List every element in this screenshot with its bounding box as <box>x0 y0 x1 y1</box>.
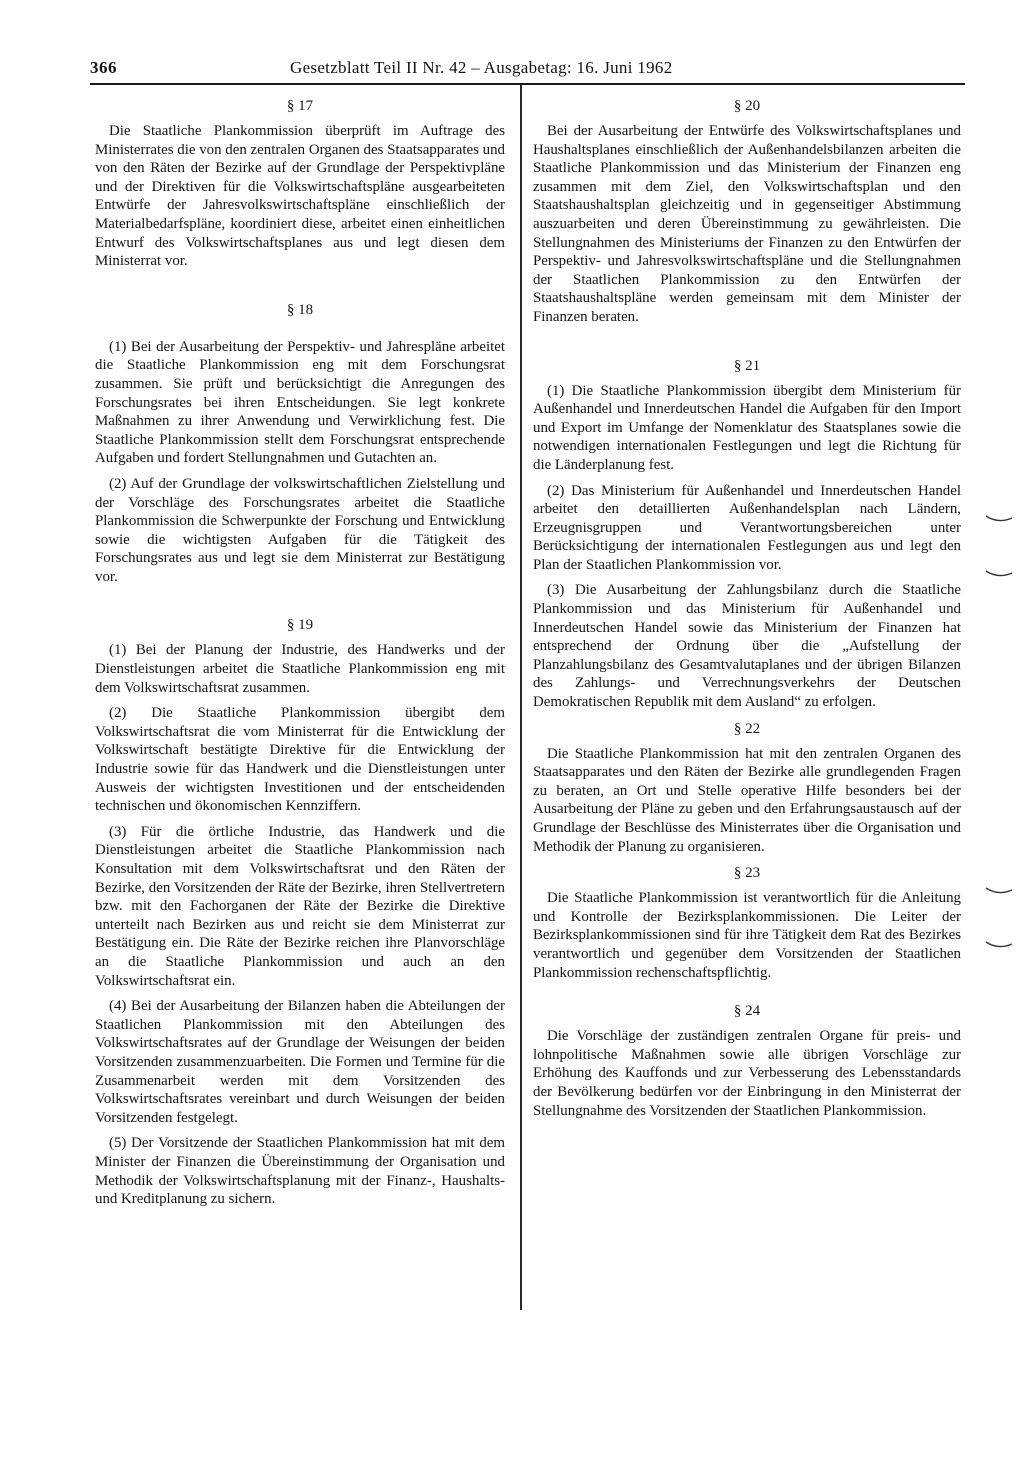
spacer <box>95 278 505 300</box>
spacer <box>533 989 961 1001</box>
spacer <box>533 334 961 356</box>
header-rule <box>90 83 965 85</box>
section-heading-24: § 24 <box>733 1003 761 1020</box>
section-heading-21: § 21 <box>733 357 761 374</box>
section-19-paragraph-1: (1) Bei der Planung der Industrie, des Handwerks und der Dienstleistungen arbeitet die Staatliche Plankommission eng mit dem Volkswirtschaftsrat zusammen. <box>95 642 505 696</box>
spacer <box>95 593 505 615</box>
margin-mark <box>984 886 1014 896</box>
section-heading-20: § 20 <box>733 98 761 114</box>
spacer <box>95 326 505 338</box>
section-21-paragraph-2: (2) Das Ministerium für Außenhandel und Innerdeutschen Handel arbeitet den detaillierten Außenhandelsplan nach Ländern, Erzeugnisgruppen und Verantwortungsbereichen unter Berücksichtigung der internationalen Festlegungen aus und legt den Plan der Staatlichen Plankommission vor. <box>533 482 961 573</box>
section-heading-18: § 18 <box>286 301 314 318</box>
section-20-paragraph-1: Bei der Ausarbeitung der Entwürfe des Volkswirtschaftsplanes und Haushaltsplanes einschließlich der Außenhandelsbilanzen arbeiten die Staatliche Plankommission und das Ministerium der Finanzen eng zusammen mit dem Ziel, den Volkswirtschaftsplan und den Staatshaushaltsplan gleichzeitig und in gegenseitiger Abstimmung auszuarbeiten und deren Übereinstimmung zu gewährleisten. Die Stellungnahmen des Ministeriums der Finanzen zu den Entwürfen der Perspektiv- und Jahresvolkswirtschaftspläne und die Stellungnahmen der Staatlichen Plankommission zu den Entwürfen der Staatshaushaltspläne werden gemeinsam mit dem Minister der Finanzen beraten. <box>533 123 961 325</box>
section-17-paragraph-1: Die Staatliche Plankommission überprüft im Auftrage des Ministerrates die von den zentralen Organen des Staatsapparates und von den Räten der Bezirke auf der Grundlage der Perspektivpläne und der Direktiven für die Volkswirtschaftspläne ausgearbeiteten Entwürfe der Jahresvolkswirtschaftspläne einschließlich der Materialbedarfspläne, koordiniert diese, arbeitet einen einheitlichen Entwurf des Volkswirtschaftsplanes aus und legt diesen dem Ministerrat vor. <box>95 123 505 270</box>
section-19-paragraph-5: (5) Der Vorsitzende der Staatlichen Plankommission hat mit dem Minister der Finanzen die Übereinstimmung der Organisation und Methodik der Volkswirtschaftsplanung mit der Finanz-, Haushalts- und Kreditplanung zu sichern. <box>95 1135 505 1208</box>
margin-mark <box>984 569 1014 579</box>
section-heading-17: § 17 <box>286 98 314 114</box>
column-divider <box>520 85 522 1310</box>
right-column <box>533 96 961 1127</box>
page-header <box>90 58 970 84</box>
section-19-paragraph-3: (3) Für die örtliche Industrie, das Handwerk und die Dienstleistungen arbeitet die Staatliche Plankommission nach Konsultation mit dem Volkswirtschaftsrat und den Räten der Bezirke, den Vorsitzenden der Räte der Bezirke, ihren Stellvertretern bzw. mit den Fachorganen der Räte der Bezirke die Direktive unterteilt nach Bezirken aus und reicht sie dem Ministerrat zur Bestätigung ein. Die Räte der Bezirke reichen ihre Planvorschläge an die Staatliche Plankommission und auch an den Volkswirtschaftsrat ein. <box>95 823 505 989</box>
section-19-paragraph-2: (2) Die Staatliche Plankommission übergibt dem Volkswirtschaftsrat die vom Ministerrat für die Entwicklung der Volkswirtschaft bestätigte Direktive für die Entwicklung der Industrie sowie für das Handwerk und die Dienstleistungen unter Ausweis der wichtigsten Investitionen und der entscheidenden technischen und ökonomischen Kennziffern. <box>95 705 505 815</box>
section-21-paragraph-1: (1) Die Staatliche Plankommission übergibt dem Ministerium für Außenhandel und Innerdeutschen Handel die Aufgaben für den Import und Export im Umfange der Nomenklatur des Staatsplanes sowie die notwendigen internationalen Festlegungen und legt die Richtung für die Länderplanung fest. <box>533 382 961 473</box>
margin-mark <box>984 514 1014 524</box>
section-19-paragraph-4: (4) Bei der Ausarbeitung der Bilanzen haben die Abteilungen der Staatlichen Plankommission mit den Abteilungen des Volkswirtschaftsrates auf der Grundlage der Weisungen der beiden Vorsitzenden zusammenzuarbeiten. Die Formen und Termine für die Zusammenarbeit werden mit dem Vorsitzenden des Volkswirtschaftsrates vereinbart und durch Weisungen der beiden Vorsitzenden festgelegt. <box>95 998 505 1126</box>
section-18-paragraph-2: (2) Auf der Grundlage der volkswirtschaftlichen Zielstellung und der Vorschläge des Forschungsrates arbeitet die Staatliche Plankommission die Schwerpunkte der Forschung und Entwicklung sowie die wichtigsten Aufgaben für die Tätigkeit des Forschungsrates aus und legt sie dem Ministerrat zur Bestätigung vor. <box>95 475 505 585</box>
section-heading-22: § 22 <box>733 720 761 737</box>
section-21-paragraph-3: (3) Die Ausarbeitung der Zahlungsbilanz durch die Staatliche Plankommission und das Ministerium für Außenhandel und Innerdeutschen Handel sowie das Ministerium der Finanzen hat entsprechend der Ordnung über die „Aufstellung der Planzahlungsbilanz des Gesamtvalutaplanes und der übrigen Bilanzen des Zahlungs- und Verrechnungsverkehrs der Deutschen Demokratischen Republik mit dem Ausland“ zu erfolgen. <box>533 582 961 711</box>
page-number: 366 <box>90 58 117 77</box>
section-heading-23: § 23 <box>733 865 761 882</box>
section-18-paragraph-1: (1) Bei der Ausarbeitung der Perspektiv- und Jahrespläne arbeitet die Staatliche Plankommission eng mit dem Forschungsrat zusammen. Sie prüft und berücksichtigt die Anregungen des Forschungsrates bei ihren Entscheidungen. Sie legt konkrete Maßnahmen zu ihrer Anwendung und Verwirklichung fest. Die Staatliche Plankommission stellt dem Forschungsrat entsprechende Aufgaben und fordert Stellungnahmen und Gutachten an. <box>95 338 505 467</box>
section-24-paragraph-1: Die Vorschläge der zuständigen zentralen Organe für preis- und lohnpolitische Maßnahmen sowie alle übrigen Vorschläge zur Erhöhung des Kauffonds und zur Verbesserung des Lebensstandards der Bevölkerung bedürfen vor der Einbringung in den Ministerrat der Stellungnahme des Vorsitzenden der Staatlichen Plankommission. <box>533 1028 961 1119</box>
section-23-paragraph-1: Die Staatliche Plankommission ist verantwortlich für die Anleitung und Kontrolle der Bezirksplankommissionen. Die Leiter der Bezirksplankommissionen sind für ihre Tätigkeit dem Rat des Bezirkes verantwortlich und gegenüber dem Vorsitzenden der Staatlichen Plankommission rechenschaftspflichtig. <box>533 890 961 981</box>
left-column <box>95 96 505 1216</box>
running-title: Gesetzblatt Teil II Nr. 42 – Ausgabetag: 16. Juni 1962 <box>290 58 673 77</box>
margin-mark <box>984 940 1014 950</box>
section-22-paragraph-1: Die Staatliche Plankommission hat mit den zentralen Organen des Staatsapparates und den Räten der Bezirke alle grundlegenden Fragen zu beraten, an Ort und Stelle operative Hilfe besonders bei der Ausarbeitung der Pläne zu geben und den Erfahrungsaustausch auf der Grundlage der Beschlüsse des Ministerrates über die Organisation und Methodik der Planung zu organisieren. <box>533 745 961 855</box>
section-heading-19: § 19 <box>286 617 314 634</box>
